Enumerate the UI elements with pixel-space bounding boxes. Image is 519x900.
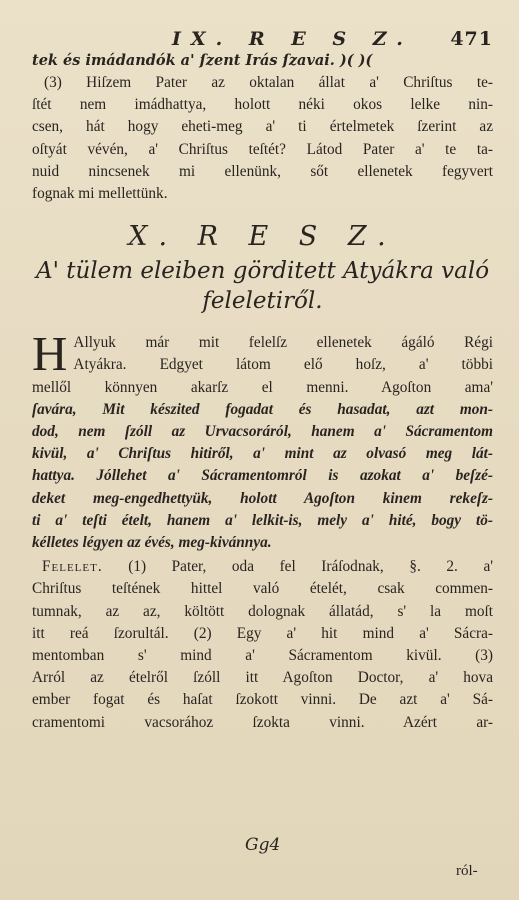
paragraph-3-line: Arról az ételről ſzóll itt Agoſton Doctor, a' hova — [32, 669, 493, 687]
paragraph-1 — [32, 72, 493, 205]
continuation-line: tek és imádandók a' ſzent Irás ſzavai. )( )( — [32, 52, 373, 69]
section-title-line: A' tülem eleiben görditett Atyákra való — [35, 258, 490, 285]
section-title-line: feleletiről. — [202, 288, 323, 315]
paragraph-2-line: hattya. Jóllehet a' Sácramentomról is azokat a' beſzé- — [32, 467, 493, 485]
paragraph-3-line: mentomban s' mind a' Sácramentom kivül. (3) — [32, 647, 493, 665]
drop-cap: H — [32, 326, 68, 382]
paragraph-3-line: itt reá ſzorultál. (2) Egy a' hit mind a' Sácra- — [32, 624, 493, 642]
paragraph-3-first-line — [32, 556, 493, 578]
paragraph-2-line: dod, nem ſzóll az Urvacsoráról, hanem a' Sácramentom — [32, 423, 493, 441]
paragraph-2-line: kélletes légyen az évés, meg-kivánnya. — [32, 534, 272, 552]
paragraph-3-line: Chriſtus teſtének hittel való ételét, csak commen- — [32, 580, 493, 598]
signature-mark: Gg4 — [245, 835, 281, 855]
paragraph-2-line: ſavára, Mit készited fogadat és hasadat, azt mon- — [32, 400, 493, 418]
paragraph-3-line: ember fogat és haſat ſzokott vinni. De azt a' Sá- — [32, 691, 493, 709]
paragraph-3 — [32, 556, 493, 734]
running-head — [32, 28, 493, 50]
paragraph-1-line: oſtyát vévén, a' Chriſtus teſtét? Látod Pater a' te ta- — [32, 140, 493, 158]
paragraph-3-line: tumnak, az az, költött dolognak állatád, s' la moſt — [32, 602, 493, 620]
page-number: 471 — [450, 28, 493, 50]
running-title: IX. R E S Z. — [172, 28, 413, 50]
paragraph-3-line: cramentomi vacsorához ſzokta vinni. Azért ar- — [32, 713, 493, 731]
section-heading: X. R E S Z. — [128, 221, 397, 253]
answer-label: Felelet. — [42, 558, 103, 576]
paragraph-2-line: Atyákra. Edgyet látom elő hoſz, a' többi — [73, 356, 493, 374]
paragraph-3-line: (1) Pater, oda fel Iráſodnak, §. 2. a' — [128, 558, 493, 576]
paragraph-1-line: nuid nincsenek mi ellenünk, sőt ellenetek fegyvert — [32, 162, 493, 180]
paragraph-2-line: ti a' teſti ételt, hanem a' lelkit-is, mely a' hité, bogy tö- — [32, 511, 493, 529]
paragraph-2-line: mellől könnyen akarſz el menni. Agoſton ama' — [32, 378, 493, 396]
paragraph-1-line: (3) Hiſzem Pater az oktalan állat a' Chriſtus te- — [44, 74, 493, 91]
paragraph-1-line: csen, hát hogy eheti-meg a' ti értelmetek ſzerint az — [32, 118, 493, 136]
section-title — [32, 256, 493, 316]
paragraph-2-line: kivül, a' Chriſtus hitiről, a' mint az olvasó meg lát- — [32, 445, 493, 463]
paragraph-2-line: Allyuk már mit felelſz ellenetek ágáló Régi — [73, 334, 493, 352]
paragraph-2 — [32, 326, 493, 554]
paragraph-1-line: fognak mi mellettünk. — [32, 185, 168, 203]
paragraph-1-line: ſtét nem imádhattya, holott néki okos lelke nin- — [32, 96, 493, 114]
catchword: ról- — [456, 863, 478, 879]
paragraph-2-line: deket meg-engedhettyük, holott Agoſton kinem rekeſz- — [32, 489, 493, 507]
